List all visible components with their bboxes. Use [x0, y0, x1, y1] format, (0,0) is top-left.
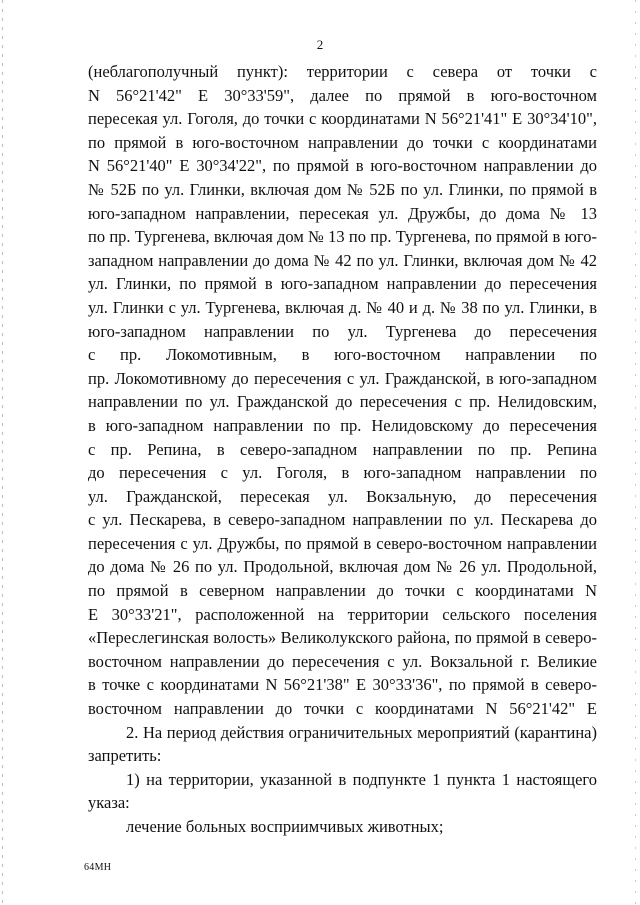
text-line: пересекая ул. Гоголя, до точки с координатами N 56°21'41" E 30°34'10",: [88, 109, 597, 129]
text-line: по прямой в юго-восточном направлении до точки с координатами: [88, 132, 597, 152]
text-line: E 30°33'21", расположенной на территории сельского поселения: [88, 604, 597, 624]
document-body: [88, 60, 597, 839]
footer-code: 64МН: [84, 862, 112, 873]
text-line: юго-западном направлении по ул. Тургенева до пересечения: [88, 321, 597, 341]
page-number: 2: [316, 37, 324, 52]
text-line: по прямой в северном направлении до точки с координатами N: [88, 581, 597, 601]
text-line: пр. Локомотивному до пересечения с ул. Гражданской, в юго-западном: [88, 368, 597, 388]
text-line: с пр. Локомотивным, в юго-восточном направлении по: [88, 345, 597, 365]
text-line: ул. Гражданской, пересекая ул. Вокзальную, до пересечения: [88, 486, 597, 506]
text-line: 1) на территории, указанной в подпункте 1 пункта 1 настоящего: [126, 769, 597, 789]
text-line: с пр. Репина, в северо-западном направлении по пр. Репина: [88, 439, 597, 459]
text-line: запретить:: [88, 746, 162, 766]
text-line: ул. Глинки, по прямой в юго-западном направлении до пересечения: [88, 274, 597, 294]
text-line: с ул. Пескарева, в северо-западном направлении по ул. Пескарева до: [88, 510, 597, 530]
text-line: № 52Б по ул. Глинки, включая дом № 52Б по ул. Глинки, по прямой в: [88, 179, 597, 199]
text-line: пересечения с ул. Дружбы, по прямой в северо-восточном направлении: [88, 533, 597, 553]
text-line: ул. Глинки с ул. Тургенева, включая д. № 40 и д. № 38 по ул. Глинки, в: [88, 297, 597, 317]
scan-edge-right: [635, 0, 636, 905]
text-line: в точке с координатами N 56°21'38" E 30°33'36", по прямой в северо-: [88, 675, 597, 695]
text-line: направлении по ул. Гражданской до пересечения с пр. Нелидовским,: [88, 392, 597, 412]
text-line: до дома № 26 по ул. Продольной, включая дом № 26 ул. Продольной,: [88, 557, 597, 577]
text-line: (неблагополучный пункт): территории с севера от точки с: [88, 62, 597, 81]
text-line: западном направлении до дома № 42 по ул. Глинки, включая дом № 42: [88, 250, 597, 270]
scan-edge-left: [2, 0, 3, 905]
text-line: восточном направлении до точки с координатами N 56°21'42" E: [88, 699, 597, 719]
text-line: по пр. Тургенева, включая дом № 13 по пр. Тургенева, по прямой в юго-: [88, 227, 597, 247]
text-line: N 56°21'42" E 30°33'59", далее по прямой в юго-восточном: [88, 85, 597, 105]
text-line: в юго-западном направлении по пр. Нелидовскому до пересечения: [88, 415, 597, 435]
text-line: указа:: [88, 793, 130, 813]
text-line: юго-западном направлении, пересекая ул. Дружбы, до дома № 13: [88, 203, 597, 223]
text-line: до пересечения с ул. Гоголя, в юго-западном направлении по: [88, 463, 597, 483]
text-line: «Переслегинская волость» Великолукского района, по прямой в северо-: [88, 628, 597, 648]
text-line: лечение больных восприимчивых животных;: [126, 817, 444, 836]
text-line: 2. На период действия ограничительных мероприятий (карантина): [126, 722, 597, 742]
text-line: N 56°21'40" E 30°34'22", по прямой в юго-восточном направлении до: [88, 156, 597, 176]
text-line: восточном направлении до пересечения с ул. Вокзальной г. Великие: [88, 651, 597, 671]
